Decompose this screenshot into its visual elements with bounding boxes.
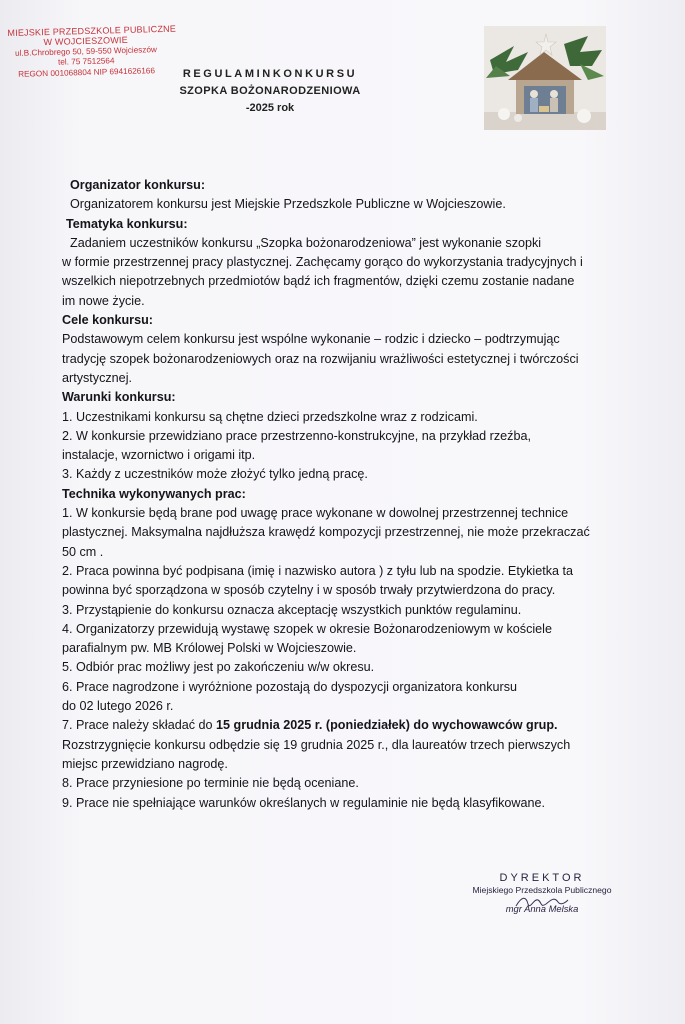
list-item: do 02 lutego 2026 r. <box>62 699 174 714</box>
list-item: 3. Przystąpienie do konkursu oznacza akceptację wszystkich punktów regulaminu. <box>62 602 522 617</box>
list-item: plastycznej. Maksymalna najdłuższa krawędź kompozycji przestrzennej, nie może przekraczać <box>62 525 590 540</box>
document-title: REGULAMINKONKURSU <box>182 68 358 80</box>
section-heading-organizer: Organizator konkursu: <box>70 178 206 192</box>
list-item: parafialnym pw. MB Królowej Polski w Wojcieszowie. <box>62 641 357 656</box>
list-item: 9. Prace nie spełniające warunków określanych w regulaminie nie będą klasyfikowane. <box>62 795 546 810</box>
paragraph-line: w formie przestrzennej pracy plastycznej. Zachęcamy gorąco do wykorzystania tradycyjnych i <box>62 255 583 270</box>
paragraph-line: tradycję szopek bożonarodzeniowych oraz na rozwijaniu wrażliwości estetycznej i twórczości <box>62 351 579 366</box>
signature-title: DYREKTOR <box>499 872 585 884</box>
stamp-line: MIEJSKIE PRZEDSZKOLE PUBLICZNE <box>7 23 177 39</box>
list-item: miejsc przewidziano nagrodę. <box>62 756 228 771</box>
list-item: 4. Organizatorzy przewidują wystawę szopek w okresie Bożonarodzeniowym w kościele <box>62 621 552 636</box>
handwritten-signature-icon <box>514 892 570 912</box>
deadline-prefix: 7. Prace należy składać do <box>62 718 217 733</box>
document-title-block <box>150 68 390 114</box>
stamp-line: ul.B.Chrobrego 50, 59-550 Wojcieszów <box>14 44 157 58</box>
list-item: instalacje, wzornictwo i origami itp. <box>62 448 256 463</box>
section-heading-goals: Cele konkursu: <box>62 313 153 328</box>
document-year: -2025 rok <box>245 102 295 114</box>
section-heading-technique: Technika wykonywanych prac: <box>62 486 246 501</box>
stamp-line: REGON 001068804 NIP 6941626166 <box>17 65 156 79</box>
signature-name: mgr Anna Melska <box>505 903 579 914</box>
list-item: powinna być sporządzona w sposób czytelny i w sposób trwały przytwierdzona do pracy. <box>62 583 556 598</box>
document-subtitle: SZOPKA BOŻONARODZENIOWA <box>179 85 361 97</box>
nativity-scene-icon <box>484 26 606 130</box>
list-item: 8. Prace przyniesione po terminie nie będą oceniane. <box>62 776 359 791</box>
list-item: 1. Uczestnikami konkursu są chętne dzieci przedszkolne wraz z rodzicami. <box>62 409 478 424</box>
list-item-deadline <box>62 716 622 735</box>
list-item: 5. Odbiór prac możliwy jest po zakończeniu w/w okresu. <box>62 660 375 675</box>
paragraph-line: Organizatorem konkursu jest Miejskie Przedszkole Publiczne w Wojcieszowie. <box>70 197 506 212</box>
list-item: 2. W konkursie przewidziano prace przestrzenno-konstrukcyjne, na przykład rzeźba, <box>62 428 531 443</box>
list-item: 6. Prace nagrodzone i wyróżnione pozostają do dyspozycji organizatora konkursu <box>62 679 518 694</box>
signature-institution: Miejskiego Przedszkola Publicznego <box>472 885 612 895</box>
paragraph-line: Podstawowym celem konkursu jest wspólne wykonanie – rodzic i dziecko – podtrzymując <box>62 332 560 347</box>
paragraph-line: im nowe życie. <box>62 293 145 308</box>
list-item: 2. Praca powinna być podpisana (imię i nazwisko autora ) z tyłu lub na spodzie. Etykietka ta <box>62 563 574 578</box>
deadline-date: 15 grudnia 2025 r. (poniedziałek) do wychowawców grup. <box>216 718 558 733</box>
list-item: 3. Każdy z uczestników może złożyć tylko jedną pracę. <box>62 467 368 482</box>
stamp-line: W WOJCIESZOWIE <box>43 35 128 48</box>
list-item: 50 cm . <box>62 544 104 559</box>
regulations-body <box>62 176 622 813</box>
section-heading-conditions: Warunki konkursu: <box>62 390 176 405</box>
institution-stamp <box>7 23 177 80</box>
list-item: Rozstrzygnięcie konkursu odbędzie się 19 grudnia 2025 r., dla laureatów trzech pierwszych <box>62 737 571 752</box>
paragraph-line: wszelkich niepotrzebnych przedmiotów bądź ich fragmentów, dzięki czemu zostanie nadane <box>62 274 575 289</box>
paragraph-line: artystycznej. <box>62 370 132 385</box>
nativity-scene-image <box>484 26 606 130</box>
section-heading-theme: Tematyka konkursu: <box>66 216 188 231</box>
director-signature <box>462 872 622 914</box>
stamp-line: tel. 75 7512564 <box>57 56 115 67</box>
paragraph-line: Zadaniem uczestników konkursu „Szopka bożonarodzeniowa” jest wykonanie szopki <box>70 235 542 250</box>
list-item: 1. W konkursie będą brane pod uwagę prace wykonane w dowolnej przestrzennej technice <box>62 506 569 521</box>
